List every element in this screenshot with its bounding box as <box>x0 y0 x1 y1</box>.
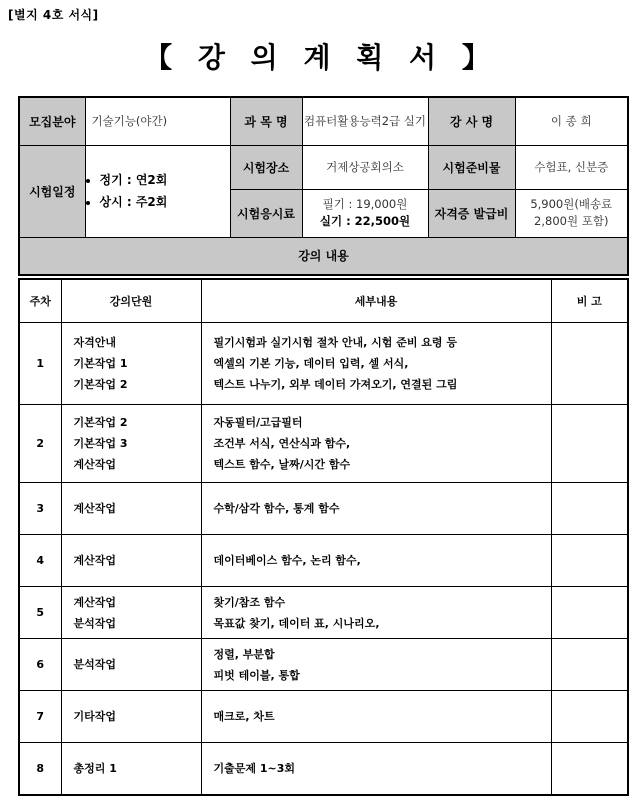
cert-fee: 5,900원(배송료 <box>530 197 613 211</box>
schedule-item: • 정기 : 연2회 <box>100 169 230 191</box>
detail-line: 필기시험과 실기시험 절차 안내, 시험 준비 요령 등 <box>213 336 458 349</box>
detail-line: 데이터베이스 함수, 논리 함수, <box>213 554 361 567</box>
table-row <box>19 587 628 639</box>
section-title: 강의 내용 <box>19 237 628 275</box>
table-row <box>19 323 628 405</box>
header-week: 주차 <box>19 279 61 323</box>
field-value: 기술기능(야간) <box>85 97 230 145</box>
table-row <box>19 483 628 535</box>
week-cell: 1 <box>19 323 61 405</box>
week-cell: 7 <box>19 691 61 743</box>
instructor-value: 이 종 희 <box>515 97 628 145</box>
schedule-table <box>18 278 629 796</box>
details-cell <box>201 323 551 405</box>
week-cell: 8 <box>19 743 61 795</box>
detail-line: 정렬, 부분합 <box>213 647 275 661</box>
details-cell <box>201 535 551 587</box>
unit-line: 계산작업 <box>73 554 117 567</box>
table-row <box>19 639 628 691</box>
page-title: 【 강 의 계 획 서 】 <box>144 41 498 74</box>
note-cell <box>551 535 628 587</box>
fee-written: 필기 : 19,000원 <box>322 197 408 211</box>
unit-cell <box>61 587 201 639</box>
field-label: 모집분야 <box>19 97 85 145</box>
unit-cell <box>61 535 201 587</box>
detail-line: 엑셀의 기본 기능, 데이터 입력, 셀 서식, <box>213 357 409 370</box>
schedule-item: • 상시 : 주2회 <box>100 191 230 213</box>
fee-value <box>302 189 428 237</box>
unit-line: 기타작업 <box>73 710 117 723</box>
unit-line: 분석작업 <box>73 658 117 671</box>
place-value: 거제상공회의소 <box>302 145 428 189</box>
detail-line: 텍스트 함수, 날짜/시간 함수 <box>213 458 351 471</box>
details-cell <box>201 587 551 639</box>
detail-line: 매크로, 차트 <box>213 710 275 723</box>
cert-value <box>515 189 628 237</box>
detail-line: 목표값 찾기, 데이터 표, 시나리오, <box>213 616 380 630</box>
detail-line: 피벗 테이블, 통합 <box>213 668 300 682</box>
cert-label: 자격증 발급비 <box>428 189 515 237</box>
details-cell <box>201 483 551 535</box>
table-row <box>19 535 628 587</box>
form-label: [별지 4호 서식] <box>8 8 99 22</box>
details-cell <box>201 743 551 795</box>
detail-line: 조건부 서식, 연산식과 함수, <box>213 437 351 450</box>
unit-line: 총정리 1 <box>73 761 117 775</box>
unit-line: 분석작업 <box>73 616 117 630</box>
place-label: 시험장소 <box>230 145 302 189</box>
fee-practical: 실기 : 22,500원 <box>319 214 411 228</box>
unit-line: 자격안내 <box>73 336 117 349</box>
fee-label: 시험응시료 <box>230 189 302 237</box>
unit-cell <box>61 483 201 535</box>
unit-cell <box>61 323 201 405</box>
unit-line: 계산작업 <box>73 502 117 515</box>
cert-fee-note: 2,800원 포함) <box>534 214 609 228</box>
note-cell <box>551 587 628 639</box>
details-cell <box>201 405 551 483</box>
detail-line: 수학/삼각 함수, 통계 함수 <box>213 502 340 515</box>
table-header-row <box>19 279 628 323</box>
note-cell <box>551 691 628 743</box>
detail-line: 텍스트 나누기, 외부 데이터 가져오기, 연결된 그림 <box>213 378 458 391</box>
schedule-list <box>86 169 230 213</box>
schedule-cell <box>85 145 230 237</box>
unit-cell <box>61 639 201 691</box>
course-label: 과 목 명 <box>230 97 302 145</box>
prep-value: 수험표, 신분증 <box>515 145 628 189</box>
week-cell: 5 <box>19 587 61 639</box>
detail-line: 기출문제 1~3회 <box>213 761 295 775</box>
schedule-label: 시험일정 <box>19 145 85 237</box>
note-cell <box>551 483 628 535</box>
week-cell: 6 <box>19 639 61 691</box>
week-cell: 3 <box>19 483 61 535</box>
table-row <box>19 405 628 483</box>
unit-line: 기본작업 2 <box>73 378 128 391</box>
unit-cell <box>61 743 201 795</box>
header-unit: 강의단원 <box>61 279 201 323</box>
week-cell: 2 <box>19 405 61 483</box>
unit-line: 계산작업 <box>73 458 117 471</box>
unit-line: 기본작업 1 <box>73 357 128 370</box>
table-row <box>19 743 628 795</box>
info-table <box>18 96 629 276</box>
note-cell <box>551 743 628 795</box>
details-cell <box>201 639 551 691</box>
unit-cell <box>61 691 201 743</box>
unit-line: 계산작업 <box>73 595 117 609</box>
unit-line: 기본작업 2 <box>73 416 128 429</box>
detail-line: 찾기/참조 함수 <box>213 595 286 609</box>
note-cell <box>551 323 628 405</box>
note-cell <box>551 639 628 691</box>
unit-cell <box>61 405 201 483</box>
course-value: 컴퓨터활용능력2급 실기 <box>302 97 428 145</box>
unit-line: 기본작업 3 <box>73 437 128 450</box>
instructor-label: 강 사 명 <box>428 97 515 145</box>
week-cell: 4 <box>19 535 61 587</box>
header-note: 비 고 <box>551 279 628 323</box>
table-row <box>19 691 628 743</box>
note-cell <box>551 405 628 483</box>
prep-label: 시험준비물 <box>428 145 515 189</box>
details-cell <box>201 691 551 743</box>
detail-line: 자동필터/고급필터 <box>213 416 303 429</box>
header-details: 세부내용 <box>201 279 551 323</box>
